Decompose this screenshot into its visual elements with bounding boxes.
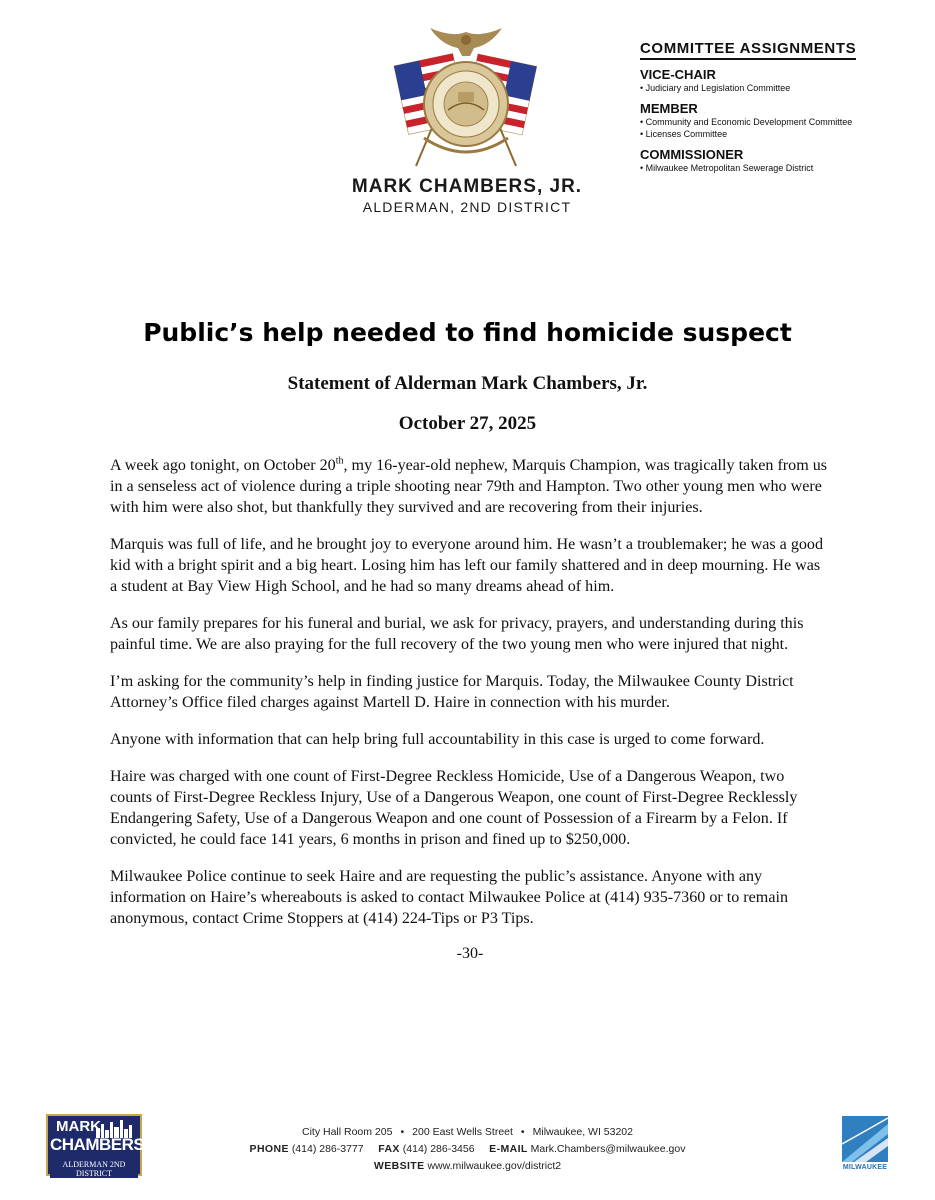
committee-item: • Milwaukee Metropolitan Sewerage District [640, 163, 814, 173]
ordinal-suffix: th [335, 455, 344, 467]
paragraph: Milwaukee Police continue to seek Haire and are requesting the public’s assistance. Anyone with any information on Haire’s whereabouts is asked to contact Milwaukee Police at (414) 935-7360 or to remain anonymous, contact Crime Stoppers at (414) 224-Tips or P3 Tips. [110, 868, 788, 927]
address-line: City Hall Room 205 [302, 1126, 393, 1138]
committee-item: • Community and Economic Development Committee [640, 117, 853, 127]
email-label: E-MAIL [489, 1143, 528, 1155]
alderman-name: MARK CHAMBERS, JR. [351, 176, 583, 197]
headline: Public’s help needed to find homicide suspect [143, 318, 792, 347]
subtitle: Statement of Alderman Mark Chambers, Jr. [287, 373, 648, 394]
chambers-campaign-logo [46, 1114, 145, 1178]
email-link[interactable]: Mark.Chambers@milwaukee.gov [530, 1143, 686, 1155]
city-of-milwaukee-logo [840, 1114, 890, 1176]
phone-number: (414) 286-3777 [291, 1143, 364, 1155]
committee-role: MEMBER [640, 101, 698, 116]
logo-chambers-text: CHAMBERS [50, 1135, 145, 1154]
paragraph: Marquis was full of life, and he brought joy to everyone around him. He wasn’t a troublemaker; he was a good kid with a bright spirit and a big heart. Losing him has left our family shattered and in deep mourning. He was a student at Bay View High School, and he had so many dreams ahead of him. [110, 536, 824, 595]
committee-group-commissioner [640, 148, 900, 174]
release-body [110, 455, 830, 963]
fax-number: (414) 286-3456 [402, 1143, 475, 1155]
footer-phone-fax-email [180, 1141, 755, 1158]
end-mark: -30- [456, 945, 484, 962]
committee-item: • Licenses Committee [640, 129, 728, 139]
committee-role: VICE-CHAIR [640, 67, 716, 82]
address-line: Milwaukee, WI 53202 [532, 1126, 633, 1138]
website-label: WEBSITE [373, 1160, 425, 1172]
committee-heading: COMMITTEE ASSIGNMENTS [640, 40, 856, 60]
committee-assignments [640, 40, 900, 174]
paragraph: Anyone with information that can help bring full accountability in this case is urged to come forward. [110, 731, 765, 748]
footer-address: City Hall Room 205 • 200 East Wells Street • Milwaukee, WI 53202 [302, 1126, 633, 1138]
paragraph-text: A week ago tonight, on October 20 [110, 457, 336, 474]
website-link[interactable]: www.milwaukee.gov/district2 [427, 1160, 562, 1172]
logo-district-text: ALDERMAN 2ND DISTRICT [50, 1160, 138, 1178]
paragraph [110, 455, 830, 518]
footer-contact [180, 1124, 755, 1175]
milwaukee-logo-icon [840, 1114, 890, 1164]
committee-role: COMMISSIONER [640, 147, 744, 162]
committee-item: • Judiciary and Legislation Committee [640, 83, 791, 93]
logo-mark-text: MARK [56, 1118, 101, 1135]
footer-website [180, 1158, 755, 1175]
milwaukee-seal-icon [386, 26, 546, 176]
alderman-title: ALDERMAN, 2ND DISTRICT [362, 199, 572, 215]
committee-group-member [640, 102, 900, 140]
paragraph: I’m asking for the community’s help in finding justice for Marquis. Today, the Milwaukee County District Attorney’s Office filed charges against Martell D. Haire in connection with his murder. [110, 673, 794, 711]
paragraph-text: , my 16-year-old nephew, Marquis Champion, was tragically taken from us in a senseless act of violence during a triple shooting near 79th and Hampton. Two other young men who were with him were also shot, but thankfully they survived and are recovering from their injuries. [110, 457, 828, 516]
paragraph: Haire was charged with one count of First-Degree Reckless Homicide, Use of a Dangerous Weapon, two counts of First-Degree Reckless Injury, Use of a Dangerous Weapon, one count of First-Degree Recklessly Endangering Safety, Use of a Dangerous Weapon and one count of Possession of a Firearm by a Felon. If convicted, he could face 141 years, 6 months in prison and fined up to $250,000. [110, 768, 798, 848]
phone-label: PHONE [249, 1143, 289, 1155]
fax-label: FAX [378, 1143, 400, 1155]
alderman-name-block [330, 176, 604, 215]
address-line: 200 East Wells Street [412, 1126, 513, 1138]
committee-group-vice-chair [640, 68, 900, 94]
release-date: October 27, 2025 [398, 413, 537, 434]
paragraph: As our family prepares for his funeral and burial, we ask for privacy, prayers, and understanding during this painful time. We are also praying for the full recovery of the two young men who were injured that night. [110, 615, 804, 653]
milwaukee-logo-label: MILWAUKEE [842, 1164, 888, 1171]
